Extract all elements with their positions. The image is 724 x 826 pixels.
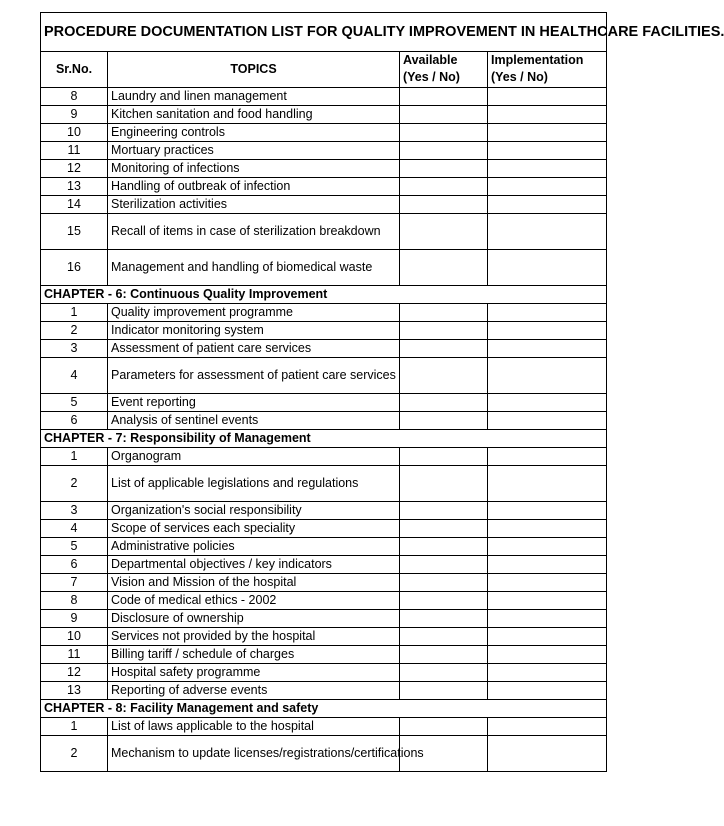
implementation-cell[interactable]: [488, 412, 607, 430]
topic-cell: List of laws applicable to the hospital: [108, 718, 400, 736]
table-row: [41, 448, 607, 466]
implementation-cell[interactable]: [488, 358, 607, 394]
table-row: [41, 142, 607, 160]
serial-number-cell: 15: [41, 214, 108, 250]
implementation-cell[interactable]: [488, 664, 607, 682]
implementation-cell[interactable]: [488, 214, 607, 250]
implementation-cell[interactable]: [488, 322, 607, 340]
topic-cell: Engineering controls: [108, 124, 400, 142]
topic-cell: Scope of services each speciality: [108, 520, 400, 538]
available-cell[interactable]: [400, 358, 488, 394]
table-row: [41, 358, 607, 394]
topic-cell: Parameters for assessment of patient care services: [108, 358, 400, 394]
implementation-cell[interactable]: [488, 574, 607, 592]
serial-number-cell: 3: [41, 502, 108, 520]
table-row: [41, 178, 607, 196]
topic-cell: Sterilization activities: [108, 196, 400, 214]
topic-cell: Administrative policies: [108, 538, 400, 556]
implementation-cell[interactable]: [488, 178, 607, 196]
implementation-cell[interactable]: [488, 304, 607, 322]
serial-number-cell: 5: [41, 538, 108, 556]
available-cell[interactable]: [400, 574, 488, 592]
header-srno: Sr.No.: [41, 52, 108, 88]
table-row: [41, 610, 607, 628]
header-implementation: [488, 52, 607, 88]
title-row: [41, 13, 607, 52]
chapter-row: [41, 700, 607, 718]
serial-number-cell: 9: [41, 106, 108, 124]
topic-cell: Code of medical ethics - 2002: [108, 592, 400, 610]
topic-cell: Organogram: [108, 448, 400, 466]
serial-number-cell: 1: [41, 448, 108, 466]
serial-number-cell: 1: [41, 718, 108, 736]
implementation-cell[interactable]: [488, 160, 607, 178]
topic-cell: Management and handling of biomedical waste: [108, 250, 400, 286]
table-row: [41, 322, 607, 340]
topic-cell: Recall of items in case of sterilization breakdown: [108, 214, 400, 250]
implementation-cell[interactable]: [488, 124, 607, 142]
topic-cell: Mechanism to update licenses/registrations/certifications: [108, 736, 400, 772]
header-implementation-line1: Implementation: [491, 53, 584, 67]
topic-cell: Organization's social responsibility: [108, 502, 400, 520]
topic-cell: Departmental objectives / key indicators: [108, 556, 400, 574]
available-cell[interactable]: [400, 610, 488, 628]
available-cell[interactable]: [400, 250, 488, 286]
table-row: [41, 520, 607, 538]
implementation-cell[interactable]: [488, 556, 607, 574]
serial-number-cell: 7: [41, 574, 108, 592]
header-topics: TOPICS: [108, 52, 400, 88]
table-row: [41, 106, 607, 124]
topic-cell: Vision and Mission of the hospital: [108, 574, 400, 592]
header-available-line2: (Yes / No): [403, 70, 460, 84]
available-cell[interactable]: [400, 592, 488, 610]
header-available: [400, 52, 488, 88]
topic-cell: Services not provided by the hospital: [108, 628, 400, 646]
serial-number-cell: 13: [41, 178, 108, 196]
available-cell[interactable]: [400, 214, 488, 250]
implementation-cell[interactable]: [488, 538, 607, 556]
implementation-cell[interactable]: [488, 250, 607, 286]
table-row: [41, 394, 607, 412]
available-cell[interactable]: [400, 556, 488, 574]
serial-number-cell: 6: [41, 556, 108, 574]
topic-cell: List of applicable legislations and regulations: [108, 466, 400, 502]
serial-number-cell: 11: [41, 142, 108, 160]
serial-number-cell: 4: [41, 520, 108, 538]
implementation-cell[interactable]: [488, 736, 607, 772]
available-cell[interactable]: [400, 340, 488, 358]
implementation-cell[interactable]: [488, 340, 607, 358]
topic-cell: Reporting of adverse events: [108, 682, 400, 700]
chapter-heading: CHAPTER - 7: Responsibility of Management: [41, 430, 607, 448]
available-cell[interactable]: [400, 718, 488, 736]
table-row: [41, 214, 607, 250]
table-row: [41, 574, 607, 592]
serial-number-cell: 13: [41, 682, 108, 700]
serial-number-cell: 3: [41, 340, 108, 358]
implementation-cell[interactable]: [488, 88, 607, 106]
serial-number-cell: 16: [41, 250, 108, 286]
implementation-cell[interactable]: [488, 466, 607, 502]
table-row: [41, 340, 607, 358]
implementation-cell[interactable]: [488, 628, 607, 646]
table-row: [41, 682, 607, 700]
procedure-table: [40, 12, 724, 772]
table-row: [41, 736, 607, 772]
available-cell[interactable]: [400, 304, 488, 322]
table-row: [41, 124, 607, 142]
table-row: [41, 628, 607, 646]
topic-cell: Handling of outbreak of infection: [108, 178, 400, 196]
serial-number-cell: 10: [41, 628, 108, 646]
header-implementation-line2: (Yes / No): [491, 70, 548, 84]
chapter-row: [41, 430, 607, 448]
serial-number-cell: 5: [41, 394, 108, 412]
available-cell[interactable]: [400, 178, 488, 196]
table-row: [41, 304, 607, 322]
header-row: [41, 52, 607, 88]
topic-cell: Indicator monitoring system: [108, 322, 400, 340]
table-row: [41, 502, 607, 520]
serial-number-cell: 8: [41, 592, 108, 610]
serial-number-cell: 12: [41, 664, 108, 682]
available-cell[interactable]: [400, 538, 488, 556]
available-cell[interactable]: [400, 394, 488, 412]
table-row: [41, 592, 607, 610]
implementation-cell[interactable]: [488, 592, 607, 610]
table-row: [41, 196, 607, 214]
implementation-cell[interactable]: [488, 718, 607, 736]
document-title: PROCEDURE DOCUMENTATION LIST FOR QUALITY IMPROVEMENT IN HEALTHCARE FACILITIES.: [41, 13, 607, 52]
table-row: [41, 412, 607, 430]
table-row: [41, 664, 607, 682]
available-cell[interactable]: [400, 646, 488, 664]
implementation-cell[interactable]: [488, 520, 607, 538]
topic-cell: Mortuary practices: [108, 142, 400, 160]
serial-number-cell: 14: [41, 196, 108, 214]
serial-number-cell: 2: [41, 322, 108, 340]
implementation-cell[interactable]: [488, 610, 607, 628]
topic-cell: Laundry and linen management: [108, 88, 400, 106]
available-cell[interactable]: [400, 628, 488, 646]
topic-cell: Kitchen sanitation and food handling: [108, 106, 400, 124]
serial-number-cell: 2: [41, 466, 108, 502]
available-cell[interactable]: [400, 502, 488, 520]
topic-cell: Billing tariff / schedule of charges: [108, 646, 400, 664]
available-cell[interactable]: [400, 88, 488, 106]
topic-cell: Monitoring of infections: [108, 160, 400, 178]
topic-cell: Hospital safety programme: [108, 664, 400, 682]
available-cell[interactable]: [400, 160, 488, 178]
serial-number-cell: 1: [41, 304, 108, 322]
implementation-cell[interactable]: [488, 394, 607, 412]
table-row: [41, 718, 607, 736]
available-cell[interactable]: [400, 412, 488, 430]
serial-number-cell: 6: [41, 412, 108, 430]
serial-number-cell: 9: [41, 610, 108, 628]
topic-cell: Event reporting: [108, 394, 400, 412]
implementation-cell[interactable]: [488, 448, 607, 466]
serial-number-cell: 8: [41, 88, 108, 106]
available-cell[interactable]: [400, 124, 488, 142]
chapter-heading: CHAPTER - 6: Continuous Quality Improvement: [41, 286, 607, 304]
table-row: [41, 160, 607, 178]
implementation-cell[interactable]: [488, 646, 607, 664]
serial-number-cell: 11: [41, 646, 108, 664]
table-row: [41, 88, 607, 106]
table-row: [41, 466, 607, 502]
topic-cell: Assessment of patient care services: [108, 340, 400, 358]
available-cell[interactable]: [400, 520, 488, 538]
available-cell[interactable]: [400, 322, 488, 340]
header-available-line1: Available: [403, 53, 458, 67]
implementation-cell[interactable]: [488, 196, 607, 214]
chapter-heading: CHAPTER - 8: Facility Management and safety: [41, 700, 607, 718]
table-row: [41, 250, 607, 286]
table-row: [41, 538, 607, 556]
serial-number-cell: 2: [41, 736, 108, 772]
topic-cell: Disclosure of ownership: [108, 610, 400, 628]
implementation-cell[interactable]: [488, 502, 607, 520]
available-cell[interactable]: [400, 196, 488, 214]
serial-number-cell: 4: [41, 358, 108, 394]
implementation-cell[interactable]: [488, 142, 607, 160]
available-cell[interactable]: [400, 142, 488, 160]
serial-number-cell: 12: [41, 160, 108, 178]
available-cell[interactable]: [400, 106, 488, 124]
topic-cell: Analysis of sentinel events: [108, 412, 400, 430]
chapter-row: [41, 286, 607, 304]
available-cell[interactable]: [400, 466, 488, 502]
implementation-cell[interactable]: [488, 106, 607, 124]
table-row: [41, 556, 607, 574]
implementation-cell[interactable]: [488, 682, 607, 700]
topic-cell: Quality improvement programme: [108, 304, 400, 322]
available-cell[interactable]: [400, 664, 488, 682]
available-cell[interactable]: [400, 682, 488, 700]
serial-number-cell: 10: [41, 124, 108, 142]
table-row: [41, 646, 607, 664]
available-cell[interactable]: [400, 448, 488, 466]
